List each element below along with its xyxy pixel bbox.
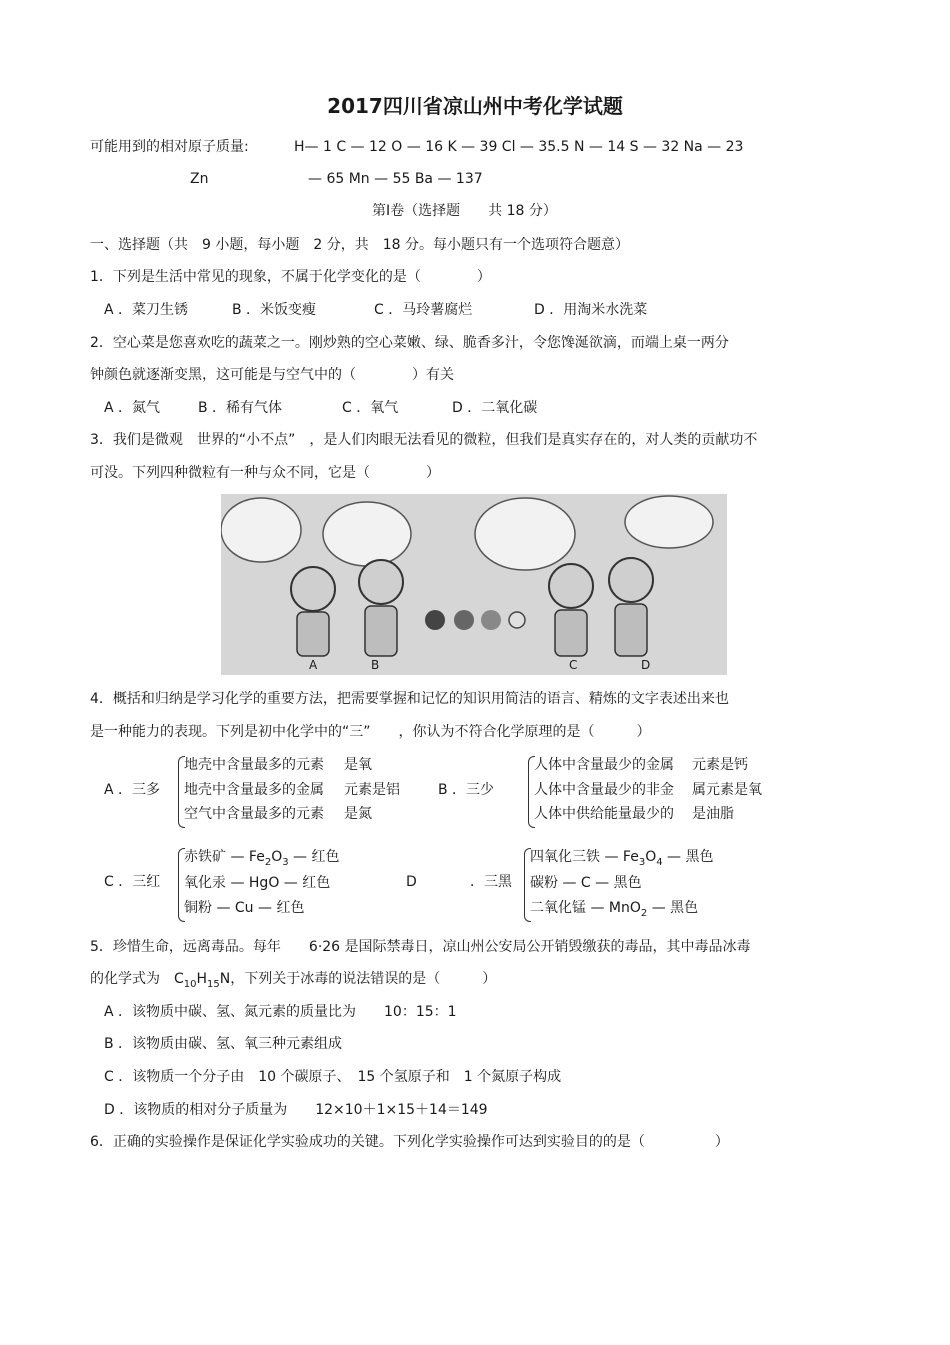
c-item-1-o: O	[271, 849, 283, 865]
figure-label-c: C	[569, 658, 578, 672]
c-item-1-suffix: — 红色	[288, 849, 340, 865]
c-item-1-prefix: 赤铁矿 —	[184, 849, 249, 865]
instructions: 一、选择题（共 9 小题，每小题 2 分，共 18 分。每小题只有一个选项符合题意）	[90, 237, 629, 253]
q4-c-item-1	[184, 847, 340, 867]
section-heading: 第Ⅰ卷（选择题 共 18 分）	[372, 203, 557, 219]
q4-option-d-label2: ．三黑	[470, 874, 512, 890]
q2-option-d: D ．二氧化碳	[452, 400, 538, 416]
q4-a-item-3: 空气中含量最多的元素	[184, 806, 324, 822]
q4-d-item-3	[530, 898, 698, 918]
figure-label-b: B	[371, 658, 380, 672]
d-item-1-suffix: — 黑色	[662, 849, 714, 865]
atomic-mass-line2: — 65 Mn — 55 Ba — 137	[308, 171, 483, 187]
q5-option-c: C ．该物质一个分子由 10 个碳原子、 15 个氢原子和 1 个氮原子构成	[104, 1069, 562, 1085]
q2-option-c: C ．氧气	[342, 400, 399, 416]
q5-formula-h: H	[196, 971, 208, 987]
cartoon-illustration	[221, 494, 727, 675]
q4-a-item-1-tail: 是氧	[344, 757, 372, 773]
q4-option-d-label: D	[406, 874, 417, 890]
d-item-1-sub2: 4	[656, 856, 663, 868]
q2-option-a: A ．氮气	[104, 400, 161, 416]
d-item-1-prefix: 四氧化三铁 —	[530, 849, 623, 865]
q4-line2: 是一种能力的表现。下列是初中化学中的“三” ，你认为不符合化学原理的是（ ）	[90, 724, 651, 740]
q5-line1: 5．珍惜生命，远离毒品。每年 6·26 是国际禁毒日，凉山州公安局公开销毁缴获的毒品，其中毒品冰毒	[90, 939, 751, 955]
q1-option-b: B ．米饭变瘦	[232, 302, 317, 318]
d-item-1-fe: Fe	[622, 849, 639, 865]
q1-option-a: A ．菜刀生锈	[104, 302, 189, 318]
q4-a-item-2: 地壳中含量最多的金属	[184, 782, 324, 798]
q4-d-item-1	[530, 847, 714, 867]
d-item-3-sub: 2	[640, 907, 648, 919]
d-item-1-sub1: 3	[638, 856, 646, 868]
q5-formula-prefix: 的化学式为 C	[90, 971, 184, 987]
q4-c-item-2: 氧化汞 — HgO — 红色	[184, 875, 331, 891]
q3-line2: 可没。下列四种微粒有一种与众不同，它是（ ）	[90, 465, 440, 481]
q4-line1: 4．概括和归纳是学习化学的重要方法，把需要掌握和记忆的知识用简洁的语言、精炼的文字表述出来也	[90, 691, 729, 707]
c-item-1-sub2: 3	[282, 856, 289, 868]
q4-a-item-3-tail: 是氮	[344, 806, 372, 822]
q5-sub-c: 10	[183, 978, 197, 990]
q1-stem: 1．下列是生活中常见的现象，不属于化学变化的是（ ）	[90, 269, 491, 285]
q4-a-item-1: 地壳中含量最多的元素	[184, 757, 324, 773]
page-title: 2017四川省凉山州中考化学试题	[327, 94, 623, 118]
q4-option-b-label: B ．三少	[438, 782, 495, 798]
c-item-1-fe: Fe	[248, 849, 265, 865]
q4-option-c-label: C ．三红	[104, 874, 161, 890]
q4-b-item-3-tail: 是油脂	[692, 806, 734, 822]
q5-option-d: D ．该物质的相对分子质量为 12×10＋1×15＋14＝149	[104, 1102, 488, 1118]
q4-a-item-2-tail: 元素是铝	[344, 782, 400, 798]
q4-b-item-2: 人体中含量最少的非金	[534, 782, 674, 798]
atomic-mass-line1: H— 1 C — 12 O — 16 K — 39 Cl — 35.5 N — 14 S — 32 Na — 23	[294, 139, 744, 155]
q4-b-item-1: 人体中含量最少的金属	[534, 757, 674, 773]
d-item-3-mno: MnO	[608, 900, 641, 916]
figure-label-a: A	[309, 658, 318, 672]
q5-sub-h: 15	[207, 978, 220, 990]
q4-c-item-3: 铜粉 — Cu — 红色	[184, 900, 305, 916]
d-item-3-prefix: 二氧化锰 —	[530, 900, 609, 916]
q4-b-item-3: 人体中供给能量最少的	[534, 806, 674, 822]
q2-line1: 2．空心菜是您喜欢吃的蔬菜之一。刚炒熟的空心菜嫩、绿、脆香多汁，令您馋涎欲滴，而端上桌一两分	[90, 335, 729, 351]
q1-option-c: C ．马玲薯腐烂	[374, 302, 473, 318]
q4-b-item-2-tail: 属元素是氧	[692, 782, 762, 798]
atomic-mass-label: 可能用到的相对原子质量:	[90, 139, 249, 155]
c-item-1-sub1: 2	[264, 856, 272, 868]
d-item-1-o: O	[645, 849, 657, 865]
q1-option-d: D ．用淘米水洗菜	[534, 302, 648, 318]
q2-option-b: B ．稀有气体	[198, 400, 283, 416]
q5-option-a: A ．该物质中碳、氢、氮元素的质量比为 10：15：1	[104, 1004, 457, 1020]
q2-line2: 钟颜色就逐渐变黑，这可能是与空气中的（ ）有关	[90, 367, 454, 383]
q5-option-b: B ．该物质由碳、氢、氧三种元素组成	[104, 1036, 343, 1052]
q5-line2	[90, 969, 496, 989]
particles-cartoon-figure	[221, 494, 727, 675]
figure-label-d: D	[641, 658, 651, 672]
q4-b-item-1-tail: 元素是钙	[692, 757, 748, 773]
q6-stem: 6．正确的实验操作是保证化学实验成功的关键。下列化学实验操作可达到实验目的的是（ ）	[90, 1134, 729, 1150]
q5-stem-tail: ，下列关于冰毒的说法错误的是（ ）	[230, 971, 497, 987]
q4-option-a-label: A ．三多	[104, 782, 161, 798]
d-item-3-suffix: — 黑色	[647, 900, 699, 916]
q3-line1: 3．我们是微观 世界的“小不点” ，是人们肉眼无法看见的微粒，但我们是真实存在的，对人类的贡献功不	[90, 432, 758, 448]
q4-d-item-2: 碳粉 — C — 黑色	[530, 875, 642, 891]
atomic-mass-zn: Zn	[190, 171, 209, 187]
q5-formula-n: N	[219, 971, 231, 987]
